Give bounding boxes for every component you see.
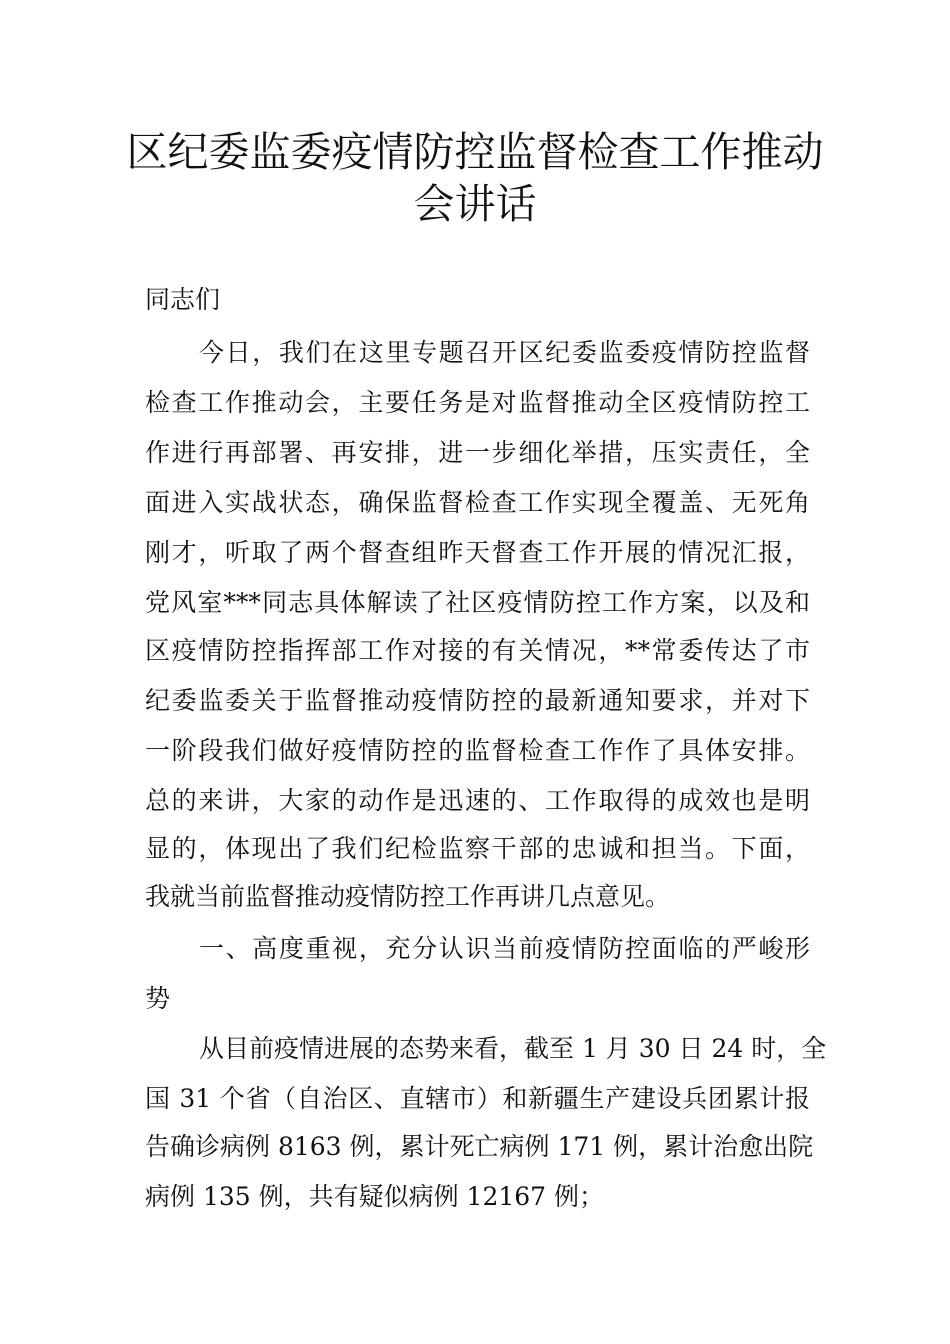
paragraph-1-line-2: 检查工作推动会，主要任务是对监督推动全区疫情防控工 <box>145 388 810 417</box>
document-title-line-2: 会讲话 <box>413 180 537 228</box>
paragraph-2-line-4: 病例 135 例，共有疑似病例 12167 例； <box>145 1182 605 1211</box>
paragraph-2-line-2: 国 31 个省（自治区、直辖市）和新疆生产建设兵团累计报 <box>145 1084 810 1113</box>
paragraph-2-line-3: 告确诊病例 8163 例，累计死亡病例 171 例，累计治愈出院 <box>145 1132 814 1161</box>
salutation: 同志们 <box>145 285 221 314</box>
paragraph-1-line-11: 显的，体现出了我们纪检监察干部的忠诚和担当。下面， <box>145 834 810 863</box>
paragraph-1-line-5: 刚才，听取了两个督查组昨天督查工作开展的情况汇报， <box>145 538 810 567</box>
paragraph-1-line-1: 今日，我们在这里专题召开区纪委监委疫情防控监督 <box>199 338 810 367</box>
paragraph-1-line-6: 党风室***同志具体解读了社区疫情防控工作方案，以及和 <box>145 588 810 617</box>
paragraph-2-line-1: 从目前疫情进展的态势来看，截至 1 月 30 日 24 时，全 <box>199 1034 827 1063</box>
paragraph-1-line-12: 我就当前监督推动疫情防控工作再讲几点意见。 <box>145 882 671 911</box>
paragraph-1-line-8: 纪委监委关于监督推动疫情防控的最新通知要求，并对下 <box>145 686 810 715</box>
paragraph-1-line-7: 区疫情防控指挥部工作对接的有关情况，**常委传达了市 <box>145 636 810 665</box>
paragraph-1-line-4: 面进入实战状态，确保监督检查工作实现全覆盖、无死角 <box>145 488 810 517</box>
paragraph-1-line-10: 总的来讲，大家的动作是迅速的、工作取得的成效也是明 <box>145 786 810 815</box>
section-heading-1-line-1: 一、高度重视，充分认识当前疫情防控面临的严峻形 <box>199 934 810 963</box>
paragraph-1-line-3: 作进行再部署、再安排，进一步细化举措，压实责任，全 <box>145 438 810 467</box>
document-title-line-1: 区纪委监委疫情防控监督检查工作推动 <box>126 128 824 176</box>
section-heading-1-line-2: 势 <box>145 984 171 1013</box>
paragraph-1-line-9: 一阶段我们做好疫情防控的监督检查工作作了具体安排。 <box>145 736 810 765</box>
